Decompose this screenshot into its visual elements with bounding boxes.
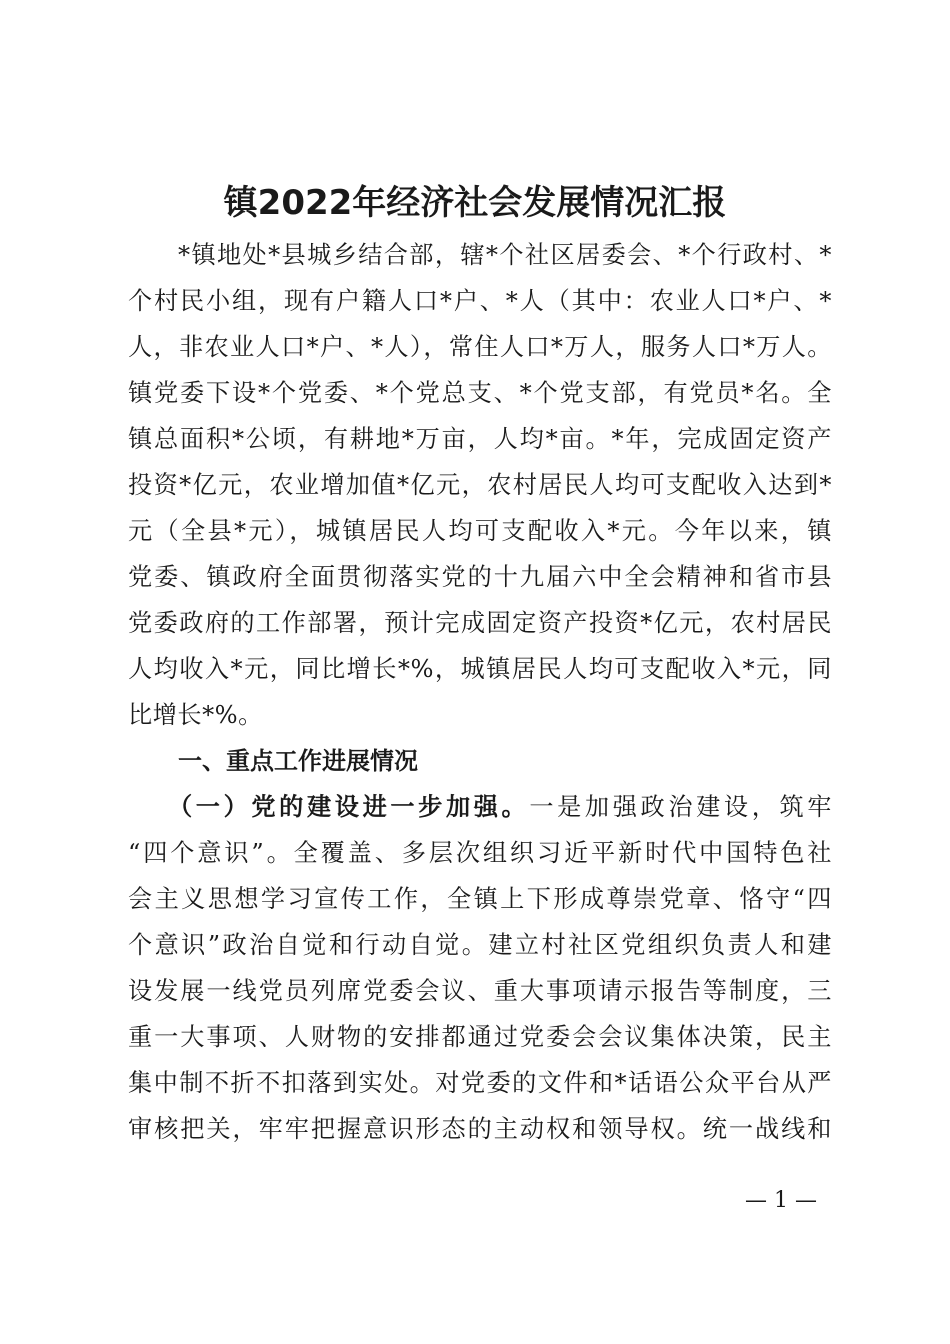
subsection-first-line: [168, 784, 832, 830]
body-line: 集中制不折不扣落到实处。对党委的文件和*话语公众平台从严: [128, 1069, 832, 1097]
body-line: 设发展一线党员列席党委会议、重大事项请示报告等制度，三: [128, 977, 832, 1005]
document-title: 镇2022年经济社会发展情况汇报: [223, 183, 727, 223]
intro-line: *镇地处*县城乡结合部，辖*个社区居委会、*个行政村、*: [178, 241, 832, 269]
intro-line: 镇党委下设*个党委、*个党总支、*个党支部，有党员*名。全: [128, 379, 832, 407]
subsection-first-line-text: 一是加强政治建设，筑牢: [529, 793, 832, 821]
intro-line: 人，非农业人口*户、*人），常住人口*万人，服务人口*万人。: [128, 333, 832, 361]
section-heading: 一、重点工作进展情况: [178, 747, 418, 775]
body-line: 重一大事项、人财物的安排都通过党委会会议集体决策，民主: [128, 1023, 832, 1051]
intro-line: 人均收入*元，同比增长*%，城镇居民人均可支配收入*元，同: [128, 655, 832, 683]
intro-line: 个村民小组，现有户籍人口*户、*人（其中：农业人口*户、*: [128, 287, 832, 315]
body-line: “四个意识”。全覆盖、多层次组织习近平新时代中国特色社: [128, 839, 832, 867]
body-line: 个意识”政治自觉和行动自觉。建立村社区党组织负责人和建: [128, 931, 832, 959]
intro-line: 比增长*%。: [128, 701, 263, 729]
intro-line: 镇总面积*公顷，有耕地*万亩，人均*亩。*年，完成固定资产: [128, 425, 832, 453]
intro-line: 投资*亿元，农业增加值*亿元，农村居民人均可支配收入达到*: [128, 471, 832, 499]
intro-line: 元（全县*元），城镇居民人均可支配收入*元。今年以来，镇: [128, 517, 832, 545]
subsection-heading: （一）党的建设进一步加强。: [168, 793, 530, 821]
body-line: 会主义思想学习宣传工作，全镇上下形成尊崇党章、恪守“四: [128, 885, 832, 913]
page-number: — 1 —: [745, 1188, 817, 1213]
intro-line: 党委政府的工作部署，预计完成固定资产投资*亿元，农村居民: [128, 609, 832, 637]
body-line: 审核把关，牢牢把握意识形态的主动权和领导权。统一战线和: [128, 1115, 832, 1143]
intro-line: 党委、镇政府全面贯彻落实党的十九届六中全会精神和省市县: [128, 563, 832, 591]
